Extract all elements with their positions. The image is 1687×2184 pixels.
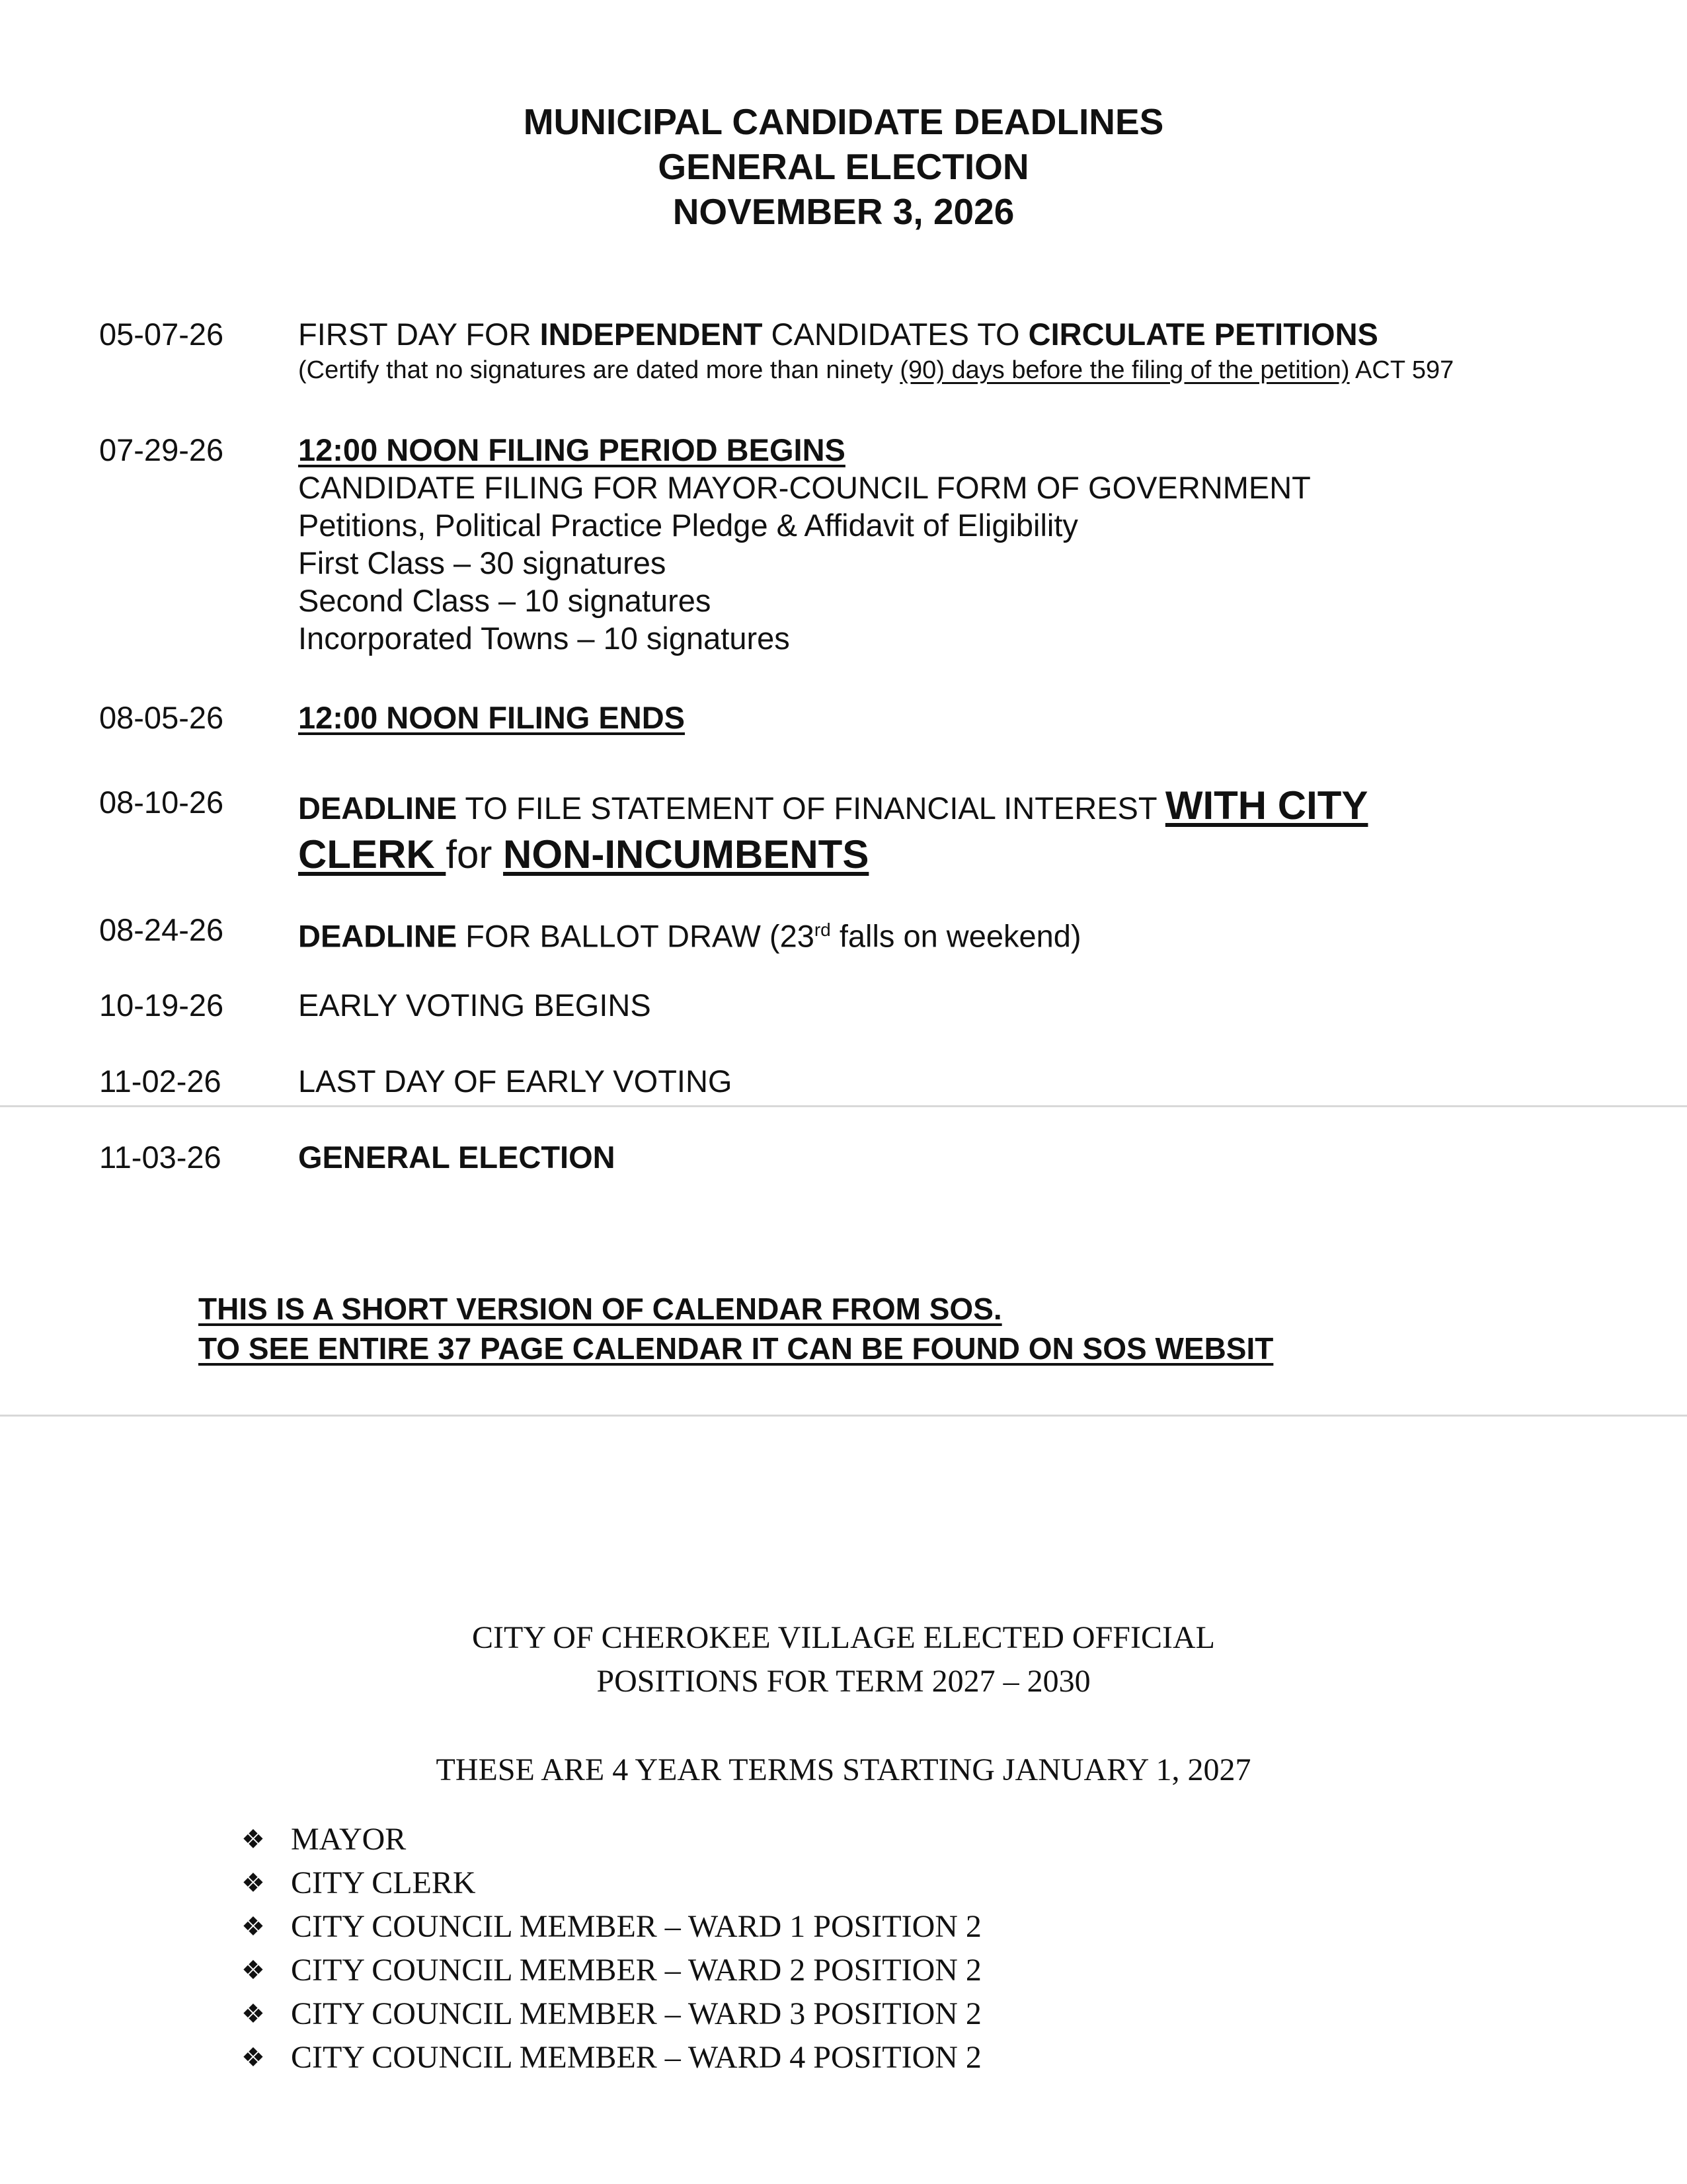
deadline-date: 08-24-26 (99, 912, 224, 947)
diamond-bullet-icon: ❖ (241, 2043, 265, 2072)
text: ACT 597 (1349, 356, 1454, 384)
text: falls on weekend) (830, 918, 1081, 954)
document-title (0, 99, 1687, 234)
deadline-description (298, 315, 1454, 387)
deadline-description: GENERAL ELECTION (298, 1140, 615, 1175)
list-item (241, 2036, 982, 2080)
paper-fold-line (0, 1105, 1687, 1107)
deadline-line: Second Class – 10 signatures (298, 583, 711, 618)
diamond-bullet-icon: ❖ (241, 1824, 265, 1854)
deadline-heading: 12:00 NOON FILING ENDS (298, 700, 685, 735)
deadline-subnote (298, 353, 1454, 387)
text-bold-underlined: WITH CITY (1165, 783, 1368, 828)
deadline-date: 05-07-26 (99, 317, 224, 352)
title-line-2: GENERAL ELECTION (658, 146, 1029, 187)
officials-title-line-1: CITY OF CHEROKEE VILLAGE ELECTED OFFICIAL (472, 1620, 1215, 1655)
text: for (446, 832, 504, 877)
text-underlined: (90) days before the filing of the petition) (900, 356, 1350, 384)
diamond-bullet-icon: ❖ (241, 1912, 265, 1941)
diamond-bullet-icon: ❖ (241, 1868, 265, 1898)
deadline-line: CANDIDATE FILING FOR MAYOR-COUNCIL FORM OF GOVERNMENT (298, 470, 1311, 505)
text-bold-underlined: CLERK (298, 832, 446, 877)
positions-list (241, 1818, 982, 2080)
paper-fold-line (0, 1415, 1687, 1417)
text-bold-underlined: NON-INCUMBENTS (503, 832, 869, 877)
text: TO FILE STATEMENT OF FINANCIAL INTEREST (457, 791, 1165, 826)
deadline-date: 10-19-26 (99, 988, 224, 1023)
deadline-description: EARLY VOTING BEGINS (298, 988, 651, 1023)
note-line-1: THIS IS A SHORT VERSION OF CALENDAR FROM SOS. (198, 1292, 1002, 1326)
list-item (241, 1905, 982, 1949)
text: CANDIDATES TO (762, 317, 1029, 352)
deadline-line (298, 832, 1368, 877)
deadline-description (298, 431, 1311, 657)
text: FIRST DAY FOR (298, 317, 540, 352)
list-item (241, 1818, 982, 1861)
deadline-line: First Class – 30 signatures (298, 545, 666, 580)
officials-heading (0, 1616, 1687, 1703)
deadline-date: 11-02-26 (99, 1064, 221, 1099)
officials-title-line-2: POSITIONS FOR TERM 2027 – 2030 (596, 1664, 1091, 1699)
deadline-description (298, 911, 1081, 955)
deadline-line: Incorporated Towns – 10 signatures (298, 621, 790, 656)
position-label: CITY CLERK (291, 1865, 476, 1900)
deadline-line: Petitions, Political Practice Pledge & Affidavit of Eligibility (298, 508, 1078, 543)
title-line-1: MUNICIPAL CANDIDATE DEADLINES (523, 101, 1164, 142)
position-label: CITY COUNCIL MEMBER – WARD 4 POSITION 2 (291, 2040, 982, 2075)
position-label: CITY COUNCIL MEMBER – WARD 2 POSITION 2 (291, 1953, 982, 1988)
deadline-date: 07-29-26 (99, 432, 224, 467)
deadline-date: 11-03-26 (99, 1140, 221, 1175)
list-item (241, 1992, 982, 2036)
title-line-3: NOVEMBER 3, 2026 (672, 191, 1015, 232)
list-item (241, 1861, 982, 1905)
text-bold: DEADLINE (298, 918, 457, 954)
superscript: rd (814, 919, 831, 940)
terms-statement: THESE ARE 4 YEAR TERMS STARTING JANUARY 1, 2027 (436, 1752, 1251, 1787)
deadline-heading: 12:00 NOON FILING PERIOD BEGINS (298, 432, 845, 467)
deadline-date: 08-10-26 (99, 785, 224, 820)
text-bold: DEADLINE (298, 791, 457, 826)
diamond-bullet-icon: ❖ (241, 1955, 265, 1985)
calendar-note (198, 1289, 1273, 1368)
deadline-description: LAST DAY OF EARLY VOTING (298, 1064, 732, 1099)
list-item (241, 1949, 982, 1992)
text: FOR BALLOT DRAW (23 (457, 918, 814, 954)
deadline-description (298, 783, 1368, 877)
position-label: MAYOR (291, 1822, 407, 1857)
note-line-2: TO SEE ENTIRE 37 PAGE CALENDAR IT CAN BE FOUND ON SOS WEBSIT (198, 1331, 1274, 1366)
position-label: CITY COUNCIL MEMBER – WARD 3 POSITION 2 (291, 1996, 982, 2031)
text-bold: CIRCULATE PETITIONS (1028, 317, 1378, 352)
diamond-bullet-icon: ❖ (241, 1999, 265, 2029)
position-label: CITY COUNCIL MEMBER – WARD 1 POSITION 2 (291, 1909, 982, 1944)
text-bold: INDEPENDENT (539, 317, 763, 352)
text: (Certify that no signatures are dated more than ninety (298, 356, 900, 384)
deadline-date: 08-05-26 (99, 700, 224, 735)
